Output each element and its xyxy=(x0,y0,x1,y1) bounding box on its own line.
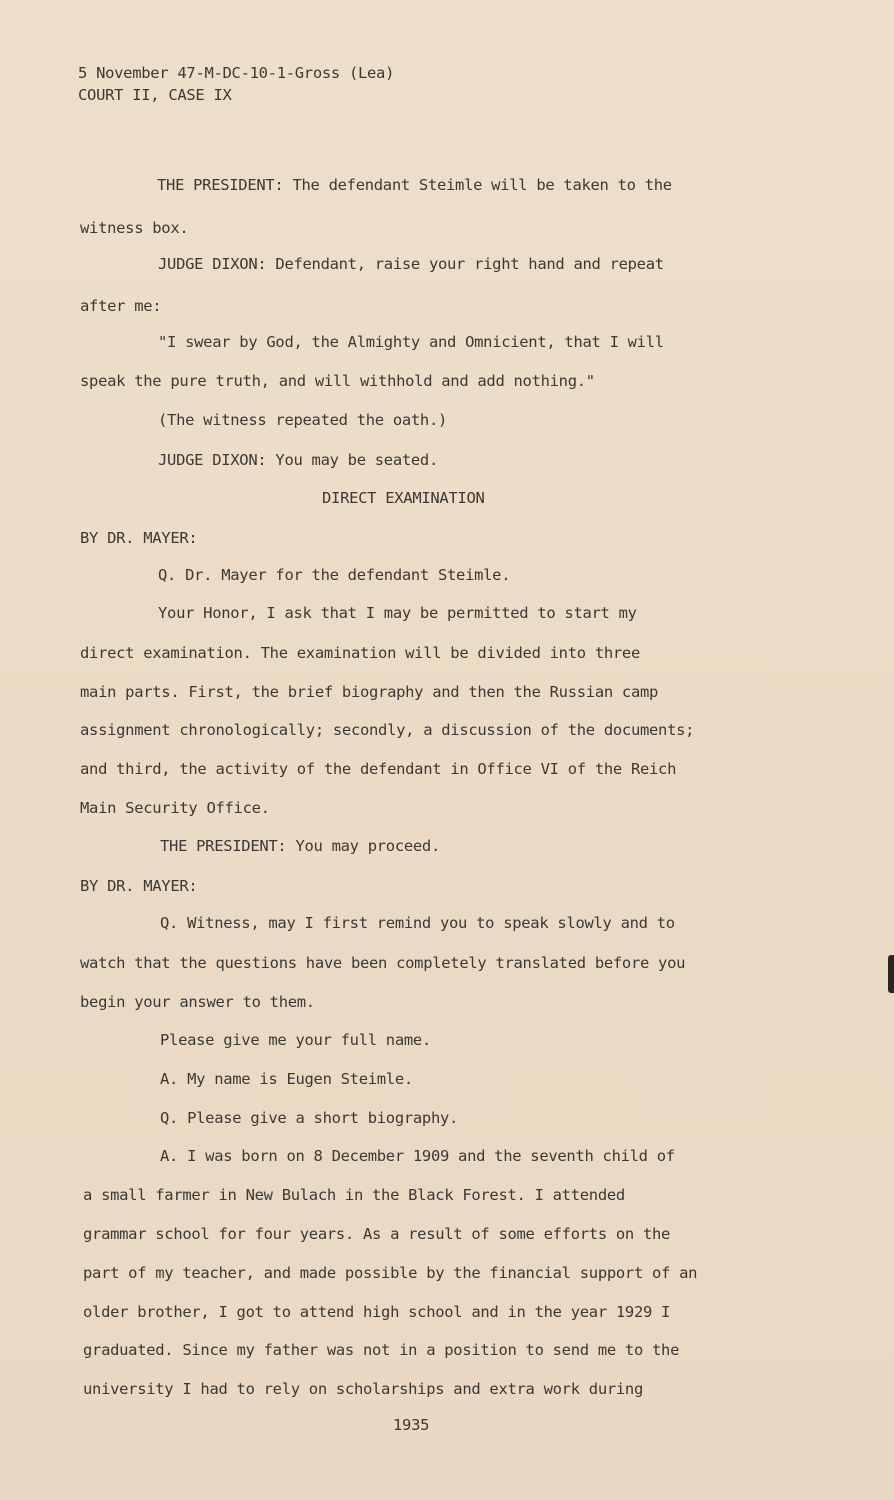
text-line: watch that the questions have been completely translated before you xyxy=(80,954,686,972)
text-line: after me: xyxy=(80,297,162,315)
text-line: older brother, I got to attend high school and in the year 1929 I xyxy=(83,1303,671,1321)
text-line: Main Security Office. xyxy=(80,799,270,817)
page-number: 1935 xyxy=(393,1416,430,1434)
text-line: assignment chronologically; secondly, a discussion of the documents; xyxy=(80,721,695,739)
text-line: Your Honor, I ask that I may be permitted to start my xyxy=(158,604,637,622)
text-line: THE PRESIDENT: The defendant Steimle will be taken to the xyxy=(157,176,672,194)
text-line: part of my teacher, and made possible by the financial support of an xyxy=(83,1264,698,1282)
text-line: THE PRESIDENT: You may proceed. xyxy=(160,837,440,855)
text-line: Q. Witness, may I first remind you to speak slowly and to xyxy=(160,914,675,932)
text-line: JUDGE DIXON: You may be seated. xyxy=(158,451,438,469)
text-line: and third, the activity of the defendant in Office VI of the Reich xyxy=(80,760,677,778)
text-line: A. I was born on 8 December 1909 and the seventh child of xyxy=(160,1147,675,1165)
binding-mark xyxy=(888,955,894,993)
text-line: Please give me your full name. xyxy=(160,1031,431,1049)
text-line: university I had to rely on scholarships and extra work during xyxy=(83,1380,643,1398)
text-line: graduated. Since my father was not in a position to send me to the xyxy=(83,1341,680,1359)
text-line: begin your answer to them. xyxy=(80,993,315,1011)
text-line: a small farmer in New Bulach in the Black Forest. I attended xyxy=(83,1186,625,1204)
text-line: (The witness repeated the oath.) xyxy=(158,411,448,429)
examiner-line: BY DR. MAYER: xyxy=(80,877,198,895)
section-heading: DIRECT EXAMINATION xyxy=(322,489,485,507)
text-line: witness box. xyxy=(80,219,189,237)
text-line: Q. Dr. Mayer for the defendant Steimle. xyxy=(158,566,511,584)
text-line: "I swear by God, the Almighty and Omnicient, that I will xyxy=(158,333,664,351)
text-line: speak the pure truth, and will withhold and add nothing." xyxy=(80,372,595,390)
text-line: direct examination. The examination will be divided into three xyxy=(80,644,640,662)
header-court-line: COURT II, CASE IX xyxy=(78,86,232,104)
text-line: grammar school for four years. As a result of some efforts on the xyxy=(83,1225,671,1243)
header-docket-line: 5 November 47-M-DC-10-1-Gross (Lea) xyxy=(78,64,395,82)
text-line: Q. Please give a short biography. xyxy=(160,1109,459,1127)
text-line: main parts. First, the brief biography and then the Russian camp xyxy=(80,683,659,701)
examiner-line: BY DR. MAYER: xyxy=(80,529,198,547)
text-line: A. My name is Eugen Steimle. xyxy=(160,1070,413,1088)
text-line: JUDGE DIXON: Defendant, raise your right hand and repeat xyxy=(158,255,664,273)
